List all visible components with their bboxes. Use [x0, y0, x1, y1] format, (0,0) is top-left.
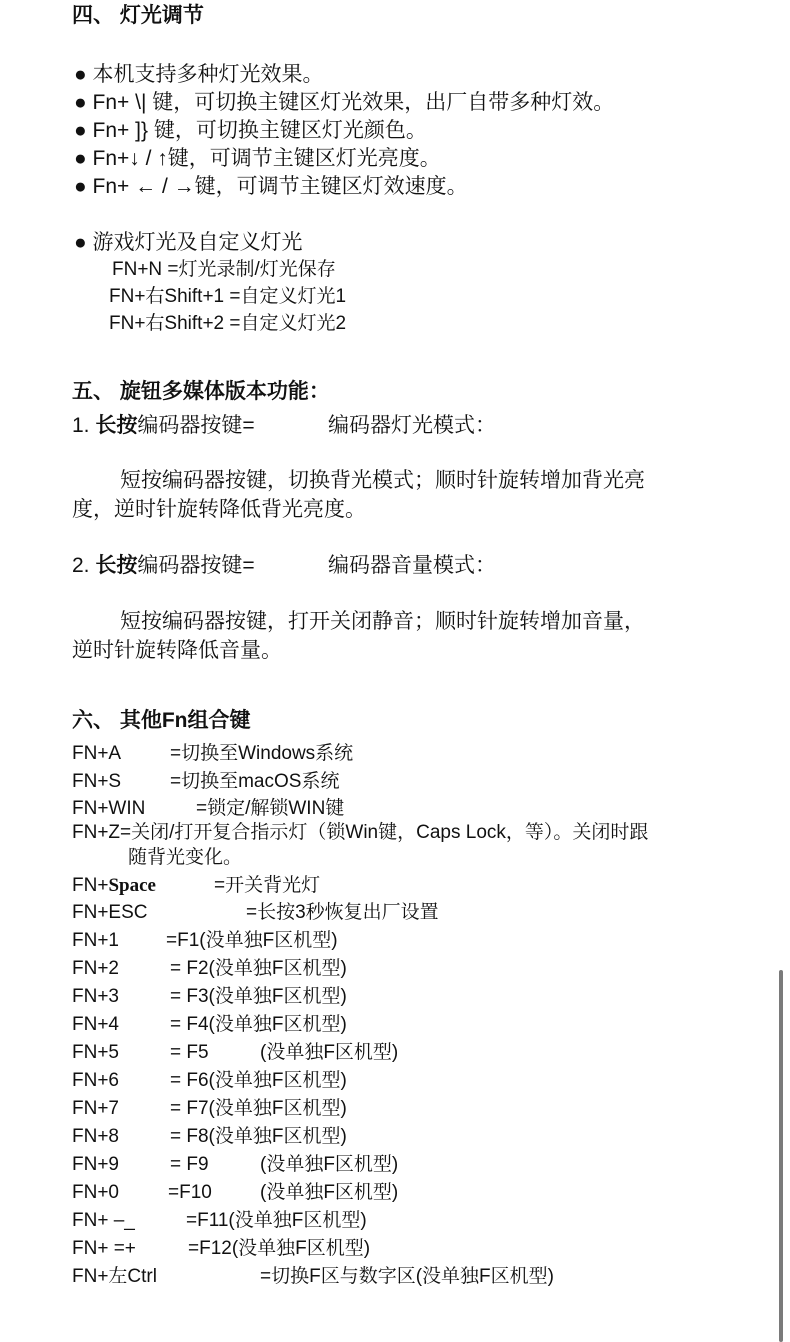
fn-key: FN+ –_ [72, 1210, 135, 1231]
fn-note: (没单独F区机型) [260, 1042, 399, 1063]
fn-key: FN+S [72, 771, 122, 792]
list-item: ● 本机支持多种灯光效果。 [74, 63, 324, 86]
encoder-mode-2: 编码器音量模式： [328, 554, 496, 577]
fn-value: =切换F区与数字区(没单独F区机型) [260, 1266, 554, 1287]
fn-value: = F4(没单独F区机型) [170, 1014, 347, 1035]
fn-key: FN+7 [72, 1098, 119, 1119]
fn-value: = F5 [170, 1042, 209, 1063]
fn-value: =F1(没单独F区机型) [166, 930, 338, 951]
shortcut-line: FN+N =灯光录制/灯光保存 [112, 259, 336, 280]
list-item: ● Fn+ ← / →键，可调节主键区灯效速度。 [74, 175, 468, 198]
encoder-item-2: 2. 长按编码器按键= [72, 554, 255, 577]
fn-value: = F3(没单独F区机型) [170, 986, 347, 1007]
bullet-icon: ● [74, 231, 87, 254]
fn-value: = F2(没单独F区机型) [170, 958, 347, 979]
encoder-desc-2-line1: 短按编码器按键，打开关闭静音；顺时针旋转增加音量， [120, 610, 645, 633]
section-4-title: 四、 灯光调节 [72, 4, 204, 27]
fn-value: = F8(没单独F区机型) [170, 1126, 347, 1147]
fn-value: =F12(没单独F区机型) [188, 1238, 371, 1259]
encoder-desc-1-line1: 短按编码器按键，切换背光模式；顺时针旋转增加背光亮 [120, 469, 645, 492]
fn-value: =锁定/解锁WIN键 [196, 798, 345, 819]
fn-note: (没单独F区机型) [260, 1182, 399, 1203]
fn-key: FN+0 [72, 1182, 119, 1203]
fn-key: FN+8 [72, 1126, 119, 1147]
bullet-icon: ● [74, 147, 87, 170]
fn-key: FN+ESC [72, 902, 148, 923]
encoder-item-1: 1. 长按编码器按键= [72, 414, 255, 437]
encoder-desc-2-line2: 逆时针旋转降低音量。 [72, 639, 282, 662]
section-6-title: 六、 其他Fn组合键 [72, 709, 251, 732]
bullet-icon: ● [74, 175, 87, 198]
fn-key: FN+WIN [72, 798, 146, 819]
fn-key: FN+A [72, 743, 122, 764]
encoder-mode-1: 编码器灯光模式： [328, 414, 496, 437]
shortcut-line: FN+右Shift+2 =自定义灯光2 [109, 313, 347, 334]
fn-value: = F6(没单独F区机型) [170, 1070, 347, 1091]
fn-note: (没单独F区机型) [260, 1154, 399, 1175]
fn-key: FN+3 [72, 986, 119, 1007]
fn-key: FN+9 [72, 1154, 119, 1175]
fn-key: FN+Z=关闭/打开复合指示灯（锁Win键，Caps Lock，等）。关闭时跟 [72, 822, 649, 843]
fn-key: FN+ =+ [72, 1238, 136, 1259]
shortcut-line: FN+右Shift+1 =自定义灯光1 [109, 286, 347, 307]
fn-value: = F9 [170, 1154, 209, 1175]
bullet-icon: ● [74, 63, 87, 86]
fn-value: 随背光变化。 [128, 847, 243, 868]
bullet-icon: ● [74, 91, 87, 114]
list-item: ● Fn+ ]} 键，可切换主键区灯光颜色。 [74, 119, 427, 142]
fn-key: FN+5 [72, 1042, 119, 1063]
encoder-desc-1-line2: 度，逆时针旋转降低背光亮度。 [72, 498, 366, 521]
fn-value: = F7(没单独F区机型) [170, 1098, 347, 1119]
vertical-scrollbar[interactable] [779, 970, 783, 1342]
fn-key: FN+Space [72, 875, 156, 896]
list-item: ● Fn+↓ / ↑键，可调节主键区灯光亮度。 [74, 147, 441, 170]
fn-key: FN+1 [72, 930, 119, 951]
bullet-icon: ● [74, 119, 87, 142]
fn-key: FN+左Ctrl [72, 1266, 157, 1287]
fn-value: =F11(没单独F区机型) [186, 1210, 367, 1231]
fn-value: =开关背光灯 [214, 875, 321, 896]
fn-value: =切换至Windows系统 [170, 743, 354, 764]
list-item: ● Fn+ \| 键，可切换主键区灯光效果，出厂自带多种灯效。 [74, 91, 615, 114]
list-item: ● 游戏灯光及自定义灯光 [74, 231, 303, 254]
fn-key: FN+6 [72, 1070, 119, 1091]
fn-key: FN+2 [72, 958, 119, 979]
fn-value: =F10 [168, 1182, 212, 1203]
fn-value: =切换至macOS系统 [170, 771, 340, 792]
fn-key: FN+4 [72, 1014, 119, 1035]
fn-value: =长按3秒恢复出厂设置 [246, 902, 439, 923]
section-5-title: 五、 旋钮多媒体版本功能： [72, 380, 330, 403]
